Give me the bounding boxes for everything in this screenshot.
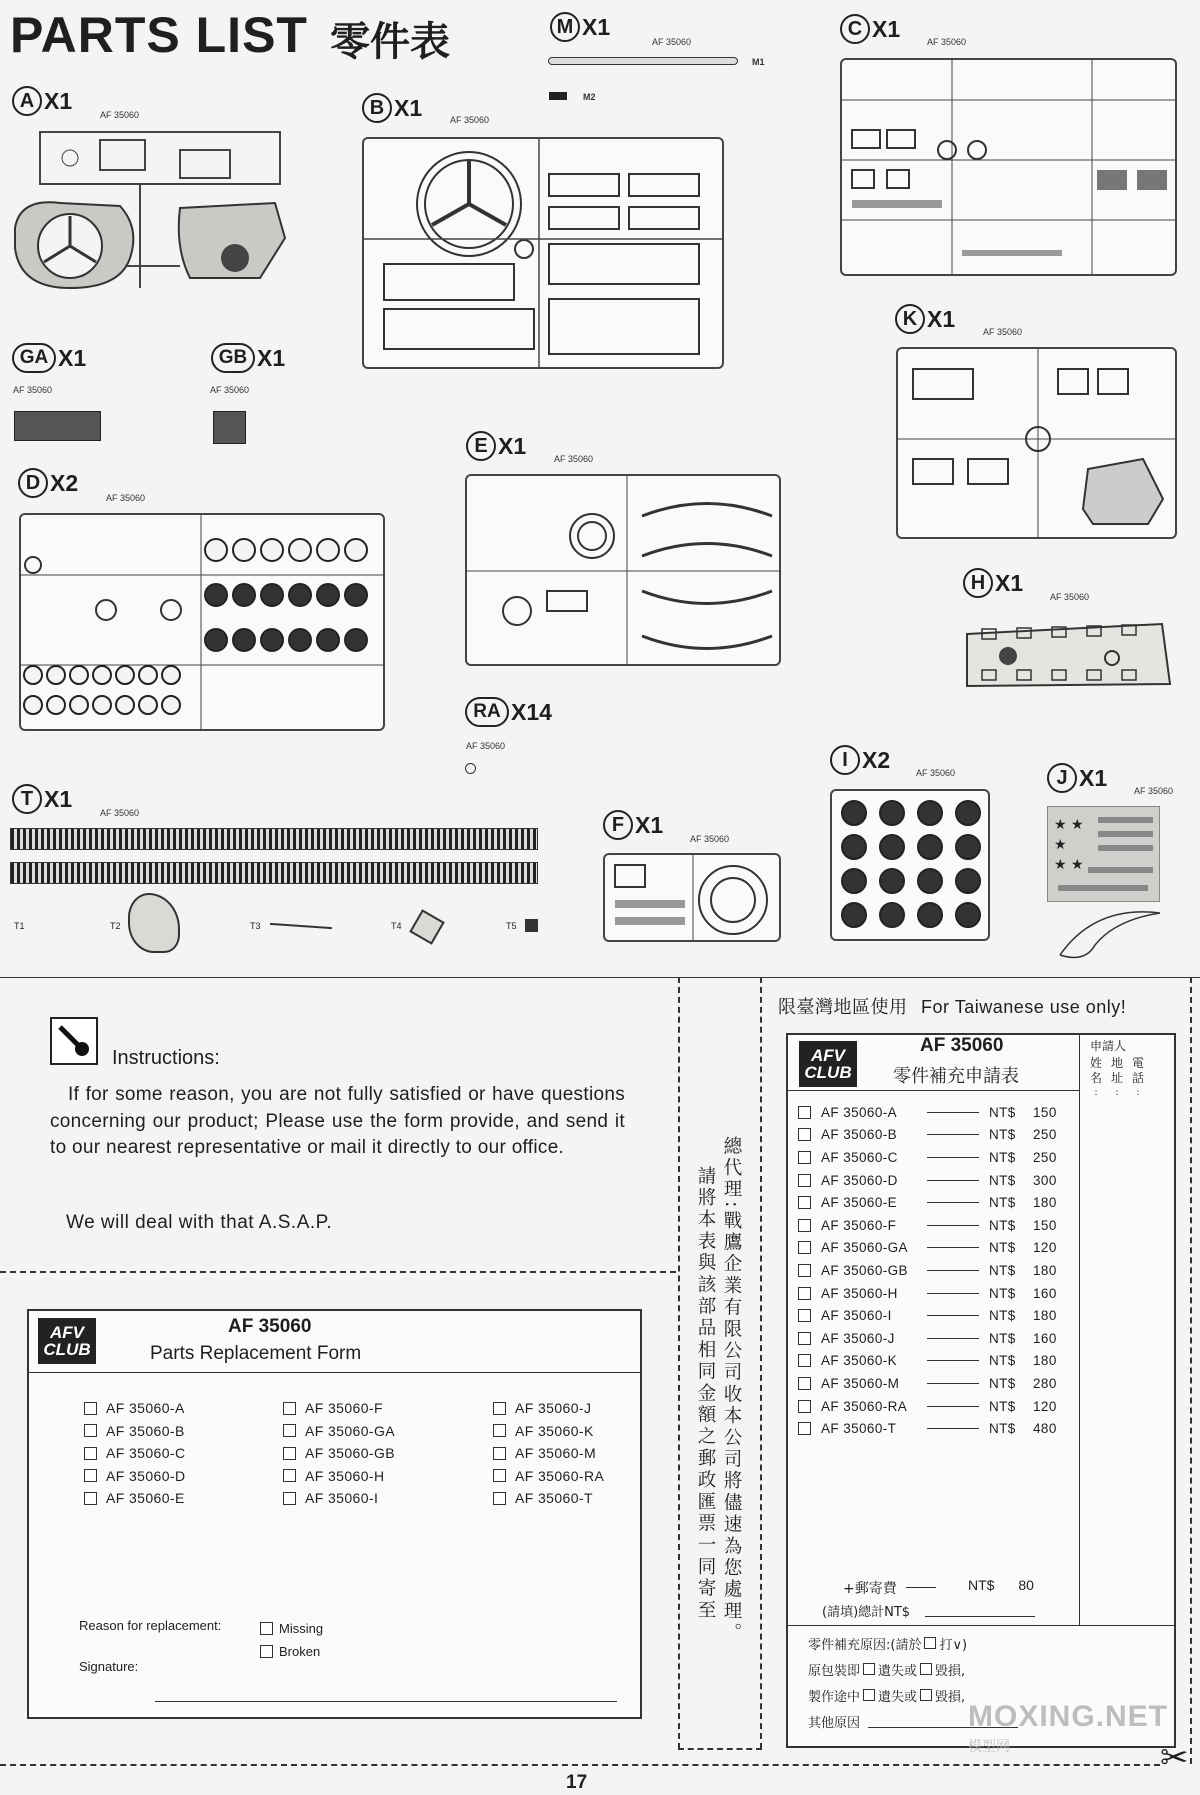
road-wheel xyxy=(918,869,942,893)
road-wheel xyxy=(24,696,42,714)
checkbox[interactable] xyxy=(84,1447,97,1460)
road-wheel xyxy=(842,835,866,859)
road-wheel xyxy=(842,869,866,893)
sprue-qty: X2 xyxy=(50,469,79,496)
road-wheel xyxy=(956,903,980,927)
sprue-d-drawing xyxy=(21,515,383,729)
sprue-qty: X1 xyxy=(1079,764,1108,791)
price-row[interactable]: AF 35060-K NT$ 180 xyxy=(798,1350,1073,1373)
road-wheel xyxy=(880,869,904,893)
page-title-cn: 零件表 xyxy=(330,19,450,65)
reason-options xyxy=(260,1617,323,1663)
price-list xyxy=(798,1101,1073,1440)
checkbox[interactable] xyxy=(283,1447,296,1460)
road-wheel xyxy=(289,629,311,651)
sprue-m-barrel xyxy=(548,57,738,65)
cut-line-middle-right xyxy=(760,977,762,1749)
sprue-letter: D xyxy=(18,468,48,498)
checkbox[interactable] xyxy=(798,1151,811,1164)
vertical-text-right: 總代理:戰鷹企業有限公司收本公司將儘速為您處理。 xyxy=(721,1136,742,1645)
sprue-i-image xyxy=(830,789,990,941)
reason-other[interactable]: 其他原因 xyxy=(808,1715,861,1731)
road-wheel xyxy=(205,629,227,651)
total-label: (請填)總計NT$ xyxy=(822,1605,911,1620)
postage-amount: NT$ 80 xyxy=(968,1577,1034,1593)
svg-text:★: ★ xyxy=(1054,837,1067,853)
checkbox[interactable] xyxy=(84,1424,97,1437)
checkbox[interactable] xyxy=(863,1663,875,1675)
road-wheel xyxy=(918,903,942,927)
road-wheel xyxy=(162,696,180,714)
road-wheel xyxy=(93,666,111,684)
t3-part xyxy=(270,923,332,929)
checkbox[interactable] xyxy=(863,1689,875,1701)
road-wheel xyxy=(139,666,157,684)
applicant-fields: 申請人 姓 名 : 地 址 : 電 話 : xyxy=(1090,1039,1145,1098)
road-wheel xyxy=(233,584,255,606)
sprue-m-part1: M1 xyxy=(752,57,765,67)
road-wheel xyxy=(47,696,65,714)
form-item[interactable]: AF 35060-F xyxy=(283,1397,395,1420)
taiwan-form-title: 零件補充申請表 xyxy=(893,1066,1019,1087)
checkbox[interactable] xyxy=(798,1287,811,1300)
sprue-letter: E xyxy=(466,431,496,461)
sprue-a-label xyxy=(12,86,72,116)
dash-line xyxy=(927,1225,979,1226)
price-row[interactable]: AF 35060-D NT$ 300 xyxy=(798,1169,1073,1192)
sprue-letter: C xyxy=(840,14,870,44)
price-row[interactable]: AF 35060-C NT$ 250 xyxy=(798,1146,1073,1169)
checkbox xyxy=(924,1637,936,1649)
road-wheel xyxy=(233,539,255,561)
checkbox[interactable] xyxy=(493,1402,506,1415)
road-wheel xyxy=(345,584,367,606)
sprue-f-image xyxy=(603,853,781,942)
sprue-k-code: AF 35060 xyxy=(983,327,1023,337)
sprue-e-label xyxy=(466,431,526,461)
sprue-h-drawing xyxy=(962,614,1172,694)
road-wheel xyxy=(116,696,134,714)
form-column-2 xyxy=(283,1397,395,1510)
reason-during-build[interactable]: 製作途中 遺失或 毀損, xyxy=(808,1689,966,1705)
road-wheel xyxy=(93,696,111,714)
sprue-ra-part xyxy=(465,763,476,774)
t1-label: T1 xyxy=(14,921,25,931)
checkbox[interactable] xyxy=(798,1174,811,1187)
dash-line xyxy=(927,1406,979,1407)
sprue-h-image xyxy=(962,614,1172,694)
sprue-i-drawing xyxy=(832,791,988,939)
sprue-qty: X1 xyxy=(995,569,1024,596)
price-row[interactable]: AF 35060-B NT$ 250 xyxy=(798,1124,1073,1147)
track-upper xyxy=(10,828,538,850)
sprue-h-code: AF 35060 xyxy=(1050,592,1090,602)
sprue-e-code: AF 35060 xyxy=(554,454,594,464)
road-wheel xyxy=(956,869,980,893)
checkbox[interactable] xyxy=(798,1196,811,1209)
t2-label: T2 xyxy=(110,921,121,931)
page-number: 17 xyxy=(566,1772,588,1793)
t4-label: T4 xyxy=(391,921,402,931)
sprue-b-drawing xyxy=(364,139,722,367)
sprue-b-image xyxy=(362,137,724,369)
form-item[interactable]: AF 35060-M xyxy=(493,1442,604,1465)
sprue-k-drawing xyxy=(898,349,1175,537)
road-wheel xyxy=(317,629,339,651)
road-wheel xyxy=(162,666,180,684)
price-row[interactable]: AF 35060-GA NT$ 120 xyxy=(798,1237,1073,1260)
dash-line xyxy=(927,1338,979,1339)
sprue-qty: X1 xyxy=(44,87,73,114)
form-item[interactable]: AF 35060-GB xyxy=(283,1442,395,1465)
dash-line xyxy=(927,1360,979,1361)
reason-in-box[interactable]: 原包裝即 遺失或 毀損, xyxy=(808,1663,966,1679)
road-wheel xyxy=(205,539,227,561)
road-wheel xyxy=(116,666,134,684)
sprue-f-label xyxy=(603,810,663,840)
section-divider xyxy=(0,977,1200,978)
sprue-c-drawing xyxy=(842,60,1175,274)
postage-label: +郵寄費 xyxy=(843,1581,897,1597)
sprue-letter: T xyxy=(12,784,42,814)
sprue-qty: X1 xyxy=(927,305,956,332)
checkbox[interactable] xyxy=(798,1377,811,1390)
reason-label: Reason for replacement: xyxy=(79,1618,222,1633)
dash-line xyxy=(927,1270,979,1271)
taiwan-form-header-sep xyxy=(786,1090,1079,1091)
dash-line xyxy=(927,1383,979,1384)
checkbox[interactable] xyxy=(283,1469,296,1482)
checkbox[interactable] xyxy=(283,1424,296,1437)
checkbox[interactable] xyxy=(493,1424,506,1437)
sprue-letter: RA xyxy=(465,697,509,727)
instructions-title: Instructions: xyxy=(112,1047,220,1069)
road-wheel xyxy=(24,666,42,684)
checkbox[interactable] xyxy=(798,1106,811,1119)
info-icon xyxy=(50,1017,98,1065)
sprue-qty: X1 xyxy=(394,94,423,121)
sprue-ga-code: AF 35060 xyxy=(13,385,53,395)
sprue-t-code: AF 35060 xyxy=(100,808,140,818)
dash-line xyxy=(927,1134,979,1135)
sprue-qty: X14 xyxy=(511,698,552,725)
cut-line-bottom xyxy=(0,1764,1160,1766)
price-row[interactable]: AF 35060-J NT$ 160 xyxy=(798,1327,1073,1350)
road-wheel xyxy=(261,584,283,606)
price-row[interactable]: AF 35060-A NT$ 150 xyxy=(798,1101,1073,1124)
checkbox[interactable] xyxy=(920,1689,932,1701)
sprue-letter: K xyxy=(895,304,925,334)
sprue-gb-code: AF 35060 xyxy=(210,385,250,395)
sprue-qty: X1 xyxy=(58,344,87,371)
sprue-letter: GA xyxy=(12,343,56,373)
decal-stars xyxy=(1048,807,1161,903)
road-wheel xyxy=(205,584,227,606)
sprue-i-label xyxy=(830,745,890,775)
taiwan-form-divider xyxy=(1079,1033,1080,1625)
reason-broken[interactable]: Broken xyxy=(260,1640,323,1663)
checkbox[interactable] xyxy=(798,1422,811,1435)
price-row[interactable]: AF 35060-I NT$ 180 xyxy=(798,1304,1073,1327)
checkbox[interactable] xyxy=(84,1492,97,1505)
sprue-qty: X1 xyxy=(872,15,901,42)
checkbox[interactable] xyxy=(798,1264,811,1277)
sprue-ra-label xyxy=(465,697,552,727)
checkbox[interactable] xyxy=(798,1332,811,1345)
instructions-note: We will deal with that A.S.A.P. xyxy=(66,1212,333,1233)
form-code: AF 35060 xyxy=(228,1316,312,1337)
sprue-m-part2: M2 xyxy=(583,92,596,102)
road-wheel xyxy=(918,801,942,825)
road-wheel xyxy=(345,629,367,651)
form-item[interactable]: AF 35060-J xyxy=(493,1397,604,1420)
sprue-ga-label xyxy=(12,343,86,373)
sprue-h-label xyxy=(963,568,1023,598)
checkbox[interactable] xyxy=(798,1241,811,1254)
form-item[interactable]: AF 35060-C xyxy=(84,1442,185,1465)
sprue-letter: A xyxy=(12,86,42,116)
sprue-c-image xyxy=(840,58,1177,276)
reason-missing[interactable]: Missing xyxy=(260,1617,323,1640)
price-row[interactable]: AF 35060-T NT$ 480 xyxy=(798,1417,1073,1440)
price-row[interactable]: AF 35060-M NT$ 280 xyxy=(798,1372,1073,1395)
cut-line-left xyxy=(0,1271,676,1273)
dash-line xyxy=(927,1202,979,1203)
total-field[interactable] xyxy=(925,1616,1035,1617)
sprue-j-decal-sheet xyxy=(1047,806,1160,902)
watermark: MOXING.NET xyxy=(968,1700,1169,1733)
road-wheel xyxy=(139,696,157,714)
sprue-b-code: AF 35060 xyxy=(450,115,490,125)
sprue-c-label xyxy=(840,14,900,44)
price-row[interactable]: AF 35060-F NT$ 150 xyxy=(798,1214,1073,1237)
afv-club-logo: AFV CLUB xyxy=(799,1041,857,1087)
sprue-k-label xyxy=(895,304,955,334)
form-item[interactable]: AF 35060-I xyxy=(283,1487,395,1510)
road-wheel xyxy=(289,584,311,606)
cut-line-bottom-box xyxy=(678,1748,762,1750)
price-row[interactable]: AF 35060-H NT$ 160 xyxy=(798,1282,1073,1305)
sprue-letter: J xyxy=(1047,763,1077,793)
road-wheel xyxy=(317,539,339,561)
road-wheel xyxy=(956,835,980,859)
sprue-letter: B xyxy=(362,93,392,123)
sprue-d-label xyxy=(18,468,78,498)
form-item[interactable]: AF 35060-E xyxy=(84,1487,185,1510)
sprue-f-drawing xyxy=(605,855,779,940)
instructions-body: If for some reason, you are not fully satisfied or have questions concerning our product; Please use the form provide, and send it to our nearest representative or mail it directly to our office. xyxy=(50,1084,625,1158)
form-title: Parts Replacement Form xyxy=(150,1343,362,1364)
sprue-c-code: AF 35060 xyxy=(927,37,967,47)
checkbox[interactable] xyxy=(920,1663,932,1675)
checkbox[interactable] xyxy=(798,1219,811,1232)
afv-club-logo: AFV CLUB xyxy=(38,1318,96,1364)
taiwan-header: 限臺灣地區使用 For Taiwanese use only! xyxy=(778,997,1127,1018)
road-wheel xyxy=(261,629,283,651)
sprue-a-drawing xyxy=(10,128,300,296)
sprue-letter: F xyxy=(603,810,633,840)
taiwan-reasons xyxy=(808,1630,967,1734)
cut-line-right xyxy=(1190,977,1192,1764)
checkbox[interactable] xyxy=(283,1492,296,1505)
sprue-qty: X1 xyxy=(44,785,73,812)
sprue-t-label xyxy=(12,784,72,814)
taiwan-form-hdivider xyxy=(786,1625,1176,1626)
watermark-sub: 模型网 xyxy=(968,1739,1010,1755)
svg-text:★ ★: ★ ★ xyxy=(1054,817,1084,833)
checkbox[interactable] xyxy=(798,1400,811,1413)
road-wheel xyxy=(918,835,942,859)
form-item[interactable]: AF 35060-T xyxy=(493,1487,604,1510)
road-wheel xyxy=(880,801,904,825)
sprue-m-part2-shape xyxy=(549,92,567,100)
sprue-qty: X2 xyxy=(862,746,891,773)
signature-line[interactable] xyxy=(155,1701,617,1702)
dash-line xyxy=(927,1315,979,1316)
taiwan-form-code: AF 35060 xyxy=(920,1035,1004,1056)
sprue-qty: X1 xyxy=(635,811,664,838)
sprue-gb-part xyxy=(213,411,246,444)
dash-line xyxy=(927,1428,979,1429)
form-column-1 xyxy=(84,1397,185,1510)
checkbox[interactable] xyxy=(260,1645,273,1658)
t2-part xyxy=(128,893,180,953)
checkbox[interactable] xyxy=(84,1402,97,1415)
sprue-letter: I xyxy=(830,745,860,775)
sprue-ra-code: AF 35060 xyxy=(466,741,506,751)
dash-line xyxy=(927,1293,979,1294)
track-lower xyxy=(10,862,538,884)
sprue-m-code: AF 35060 xyxy=(652,37,692,47)
svg-text:★ ★: ★ ★ xyxy=(1054,857,1084,873)
sprue-ga-part xyxy=(14,411,101,441)
vertical-text-left: 請將本表與該部品相同金額之郵政匯票一同寄至 xyxy=(695,1166,716,1622)
checkbox[interactable] xyxy=(260,1622,273,1635)
sprue-d-image xyxy=(19,513,385,731)
sprue-gb-label xyxy=(211,343,285,373)
form-item[interactable]: AF 35060-K xyxy=(493,1420,604,1443)
road-wheel xyxy=(880,835,904,859)
dash-line xyxy=(927,1112,979,1113)
page-title: PARTS LIST xyxy=(10,7,308,63)
sprue-f-code: AF 35060 xyxy=(690,834,730,844)
sprue-a-image xyxy=(10,128,300,296)
checkbox[interactable] xyxy=(283,1402,296,1415)
dash-line xyxy=(927,1157,979,1158)
road-wheel xyxy=(233,629,255,651)
form-column-3 xyxy=(493,1397,604,1510)
sprue-k-image xyxy=(896,347,1177,539)
checkbox[interactable] xyxy=(798,1354,811,1367)
sprue-letter: GB xyxy=(211,343,255,373)
sprue-m-label xyxy=(550,12,610,42)
road-wheel xyxy=(842,801,866,825)
t5-part xyxy=(525,919,538,932)
form-item[interactable]: AF 35060-GA xyxy=(283,1420,395,1443)
sprue-letter: M xyxy=(550,12,580,42)
road-wheel xyxy=(842,903,866,927)
sprue-qty: X1 xyxy=(582,13,611,40)
form-item[interactable]: AF 35060-A xyxy=(84,1397,185,1420)
sprue-qty: X1 xyxy=(257,344,286,371)
sprue-i-code: AF 35060 xyxy=(916,768,956,778)
road-wheel xyxy=(289,539,311,561)
postage-line xyxy=(906,1587,936,1588)
price-row[interactable]: AF 35060-RA NT$ 120 xyxy=(798,1395,1073,1418)
checkbox[interactable] xyxy=(493,1447,506,1460)
road-wheel xyxy=(880,903,904,927)
form-item[interactable]: AF 35060-RA xyxy=(493,1465,604,1488)
form-item[interactable]: AF 35060-D xyxy=(84,1465,185,1488)
form-separator xyxy=(27,1372,642,1373)
road-wheel xyxy=(317,584,339,606)
sprue-qty: X1 xyxy=(498,432,527,459)
signature-label: Signature: xyxy=(79,1659,139,1674)
checkbox[interactable] xyxy=(493,1492,506,1505)
sprue-b-label xyxy=(362,93,422,123)
sprue-j-label xyxy=(1047,763,1107,793)
checkbox[interactable] xyxy=(798,1128,811,1141)
dash-line xyxy=(927,1247,979,1248)
road-wheel xyxy=(345,539,367,561)
sprue-a-code: AF 35060 xyxy=(100,110,140,120)
price-row[interactable]: AF 35060-E NT$ 180 xyxy=(798,1191,1073,1214)
road-wheel xyxy=(47,666,65,684)
road-wheel xyxy=(70,666,88,684)
checkbox[interactable] xyxy=(493,1469,506,1482)
price-row[interactable]: AF 35060-GB NT$ 180 xyxy=(798,1259,1073,1282)
checkbox[interactable] xyxy=(84,1469,97,1482)
decal-film-curve xyxy=(1055,905,1165,965)
form-item[interactable]: AF 35060-H xyxy=(283,1465,395,1488)
road-wheel xyxy=(956,801,980,825)
checkbox[interactable] xyxy=(798,1309,811,1322)
sprue-e-drawing xyxy=(467,476,779,664)
sprue-d-code: AF 35060 xyxy=(106,493,146,503)
sprue-letter: H xyxy=(963,568,993,598)
scissors-icon: ✂ xyxy=(1160,1739,1189,1777)
reason-title: 零件補充原因:(請於 打∨) xyxy=(808,1637,968,1653)
sprue-j-code: AF 35060 xyxy=(1134,786,1174,796)
road-wheel xyxy=(261,539,283,561)
t4-part xyxy=(409,909,445,945)
road-wheel xyxy=(70,696,88,714)
dash-line xyxy=(927,1180,979,1181)
sprue-e-image xyxy=(465,474,781,666)
form-item[interactable]: AF 35060-B xyxy=(84,1420,185,1443)
cut-line-middle-left xyxy=(678,977,680,1749)
replacement-form xyxy=(27,1309,642,1719)
t3-label: T3 xyxy=(250,921,261,931)
t5-label: T5 xyxy=(506,921,517,931)
